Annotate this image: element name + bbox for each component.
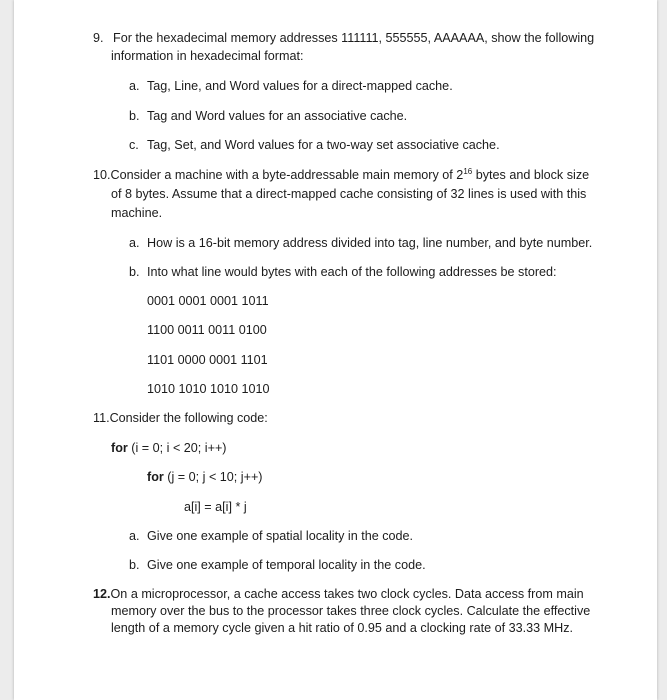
q10-line-2: of 8 bytes. Assume that a direct-mapped cache consisting of 32 lines is used with this: [111, 187, 587, 201]
q10-line-1: 10.Consider a machine with a byte-addressable main memory of $2^{16}$ bytes and block size: [93, 166, 590, 182]
q10-number: 10.: [93, 168, 111, 182]
address-2: 1100 0011 0011 0100: [147, 323, 267, 337]
address-3: 1101 0000 0001 1101: [147, 353, 268, 367]
code-inner-loop: for (j = 0; j < 10; j++): [147, 470, 263, 484]
q9-line-2: information in hexadecimal format:: [111, 49, 304, 63]
q10-item-a: a. How is a 16-bit memory address divided into tag, line number, and byte number.: [129, 236, 593, 250]
address-1: 0001 0001 0001 1011: [147, 294, 269, 308]
q10-line-3: machine.: [111, 206, 163, 220]
q12-line-2: memory over the bus to the processor takes three clock cycles. Calculate the effective: [111, 604, 591, 618]
q9-item-c: c. Tag, Set, and Word values for a two-way set associative cache.: [129, 138, 500, 152]
document-page: [14, 0, 657, 700]
q12-number: 12.: [93, 587, 111, 601]
code-body: a[i] = a[i] * j: [184, 500, 247, 514]
q11-number: 11.: [93, 411, 110, 425]
q12-line-3: length of a memory cycle given a hit ratio of 0.95 and a clocking rate of 33.33 MHz.: [111, 621, 574, 635]
q11-item-a: a. Give one example of spatial locality in the code.: [129, 529, 414, 543]
q9-item-b: b. Tag and Word values for an associative cache.: [129, 109, 408, 123]
q11-line-1: 11.Consider the following code:: [93, 411, 268, 425]
code-outer-loop: for (i = 0; i < 20; i++): [111, 441, 227, 455]
q12-line-1: 12.On a microprocessor, a cache access takes two clock cycles. Data access from main: [93, 587, 584, 601]
q11-item-b: b. Give one example of temporal locality in the code.: [129, 558, 426, 572]
q9-item-a: a. Tag, Line, and Word values for a direct-mapped cache.: [129, 79, 453, 93]
address-4: 1010 1010 1010 1010: [147, 382, 270, 396]
q10-item-b: b. Into what line would bytes with each of the following addresses be stored:: [129, 265, 557, 279]
q9-line-1: 9. For the hexadecimal memory addresses 111111, 555555, AAAAAA, show the following: [93, 31, 595, 45]
q9-number: 9.: [93, 31, 104, 45]
